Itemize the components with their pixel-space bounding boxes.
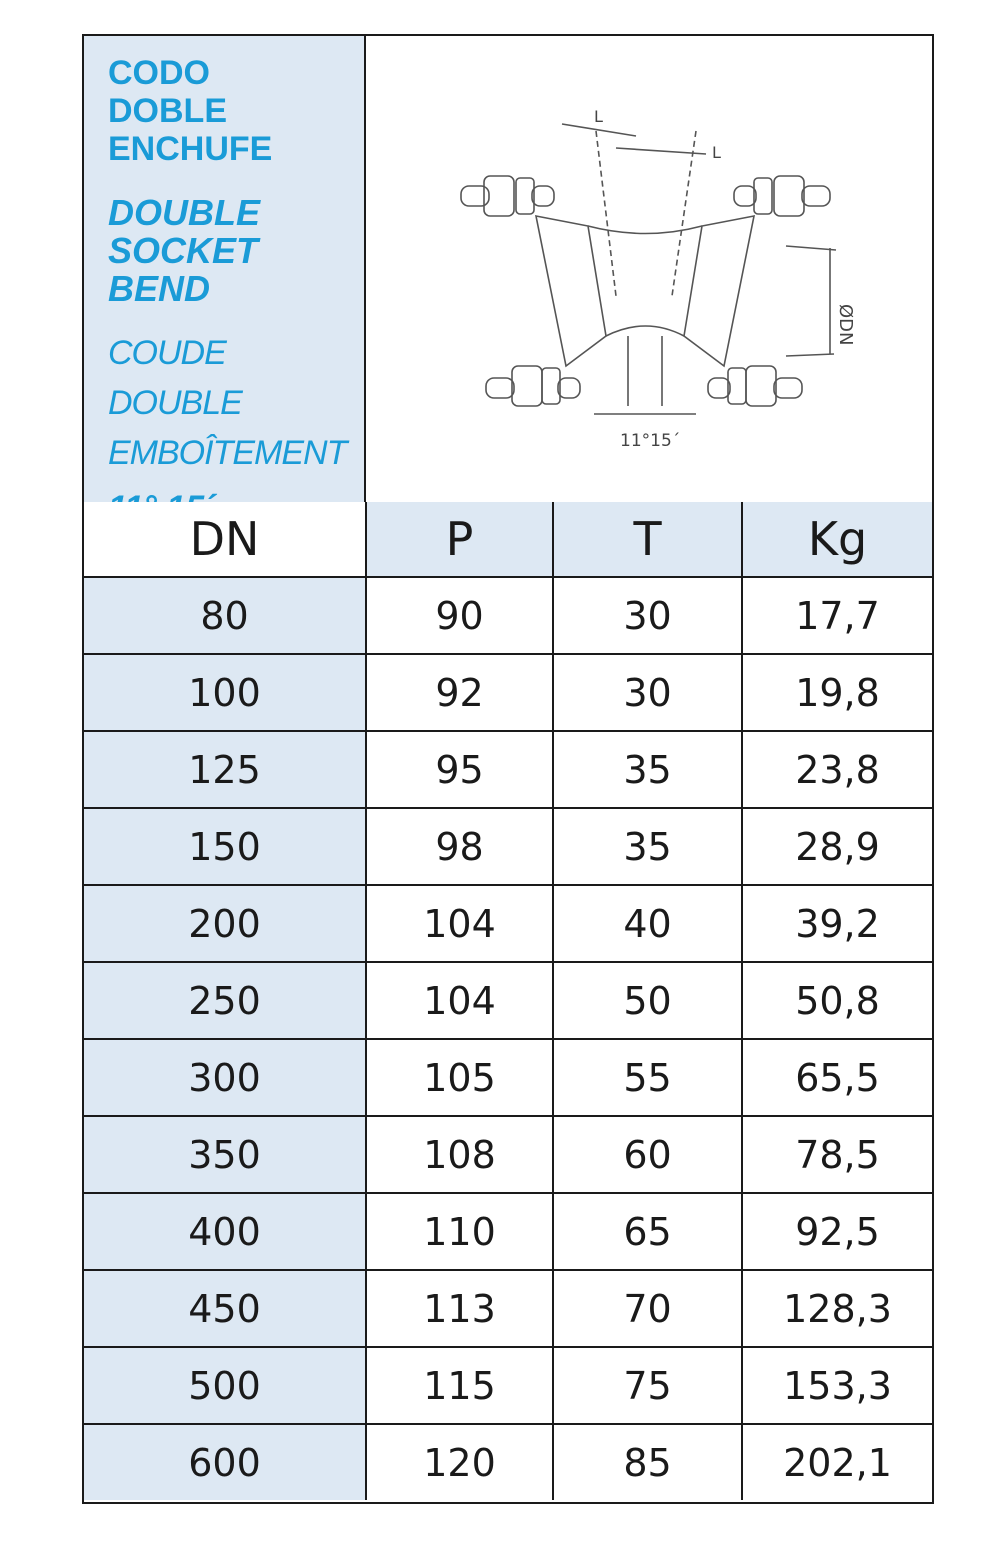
cell-dn: 125: [84, 731, 366, 808]
cell-t: 65: [553, 1193, 742, 1270]
title-en-line: BEND: [108, 268, 211, 309]
right-top-socket: [734, 176, 830, 216]
cell-kg: 128,3: [742, 1270, 932, 1347]
cell-t: 40: [553, 885, 742, 962]
table-row: [84, 1193, 932, 1270]
cell-p: 110: [366, 1193, 553, 1270]
technical-drawing-cell: [366, 36, 932, 502]
cell-dn: 450: [84, 1270, 366, 1347]
cell-p: 115: [366, 1347, 553, 1424]
table-header-row: [84, 502, 932, 577]
cell-kg: 39,2: [742, 885, 932, 962]
cell-t: 30: [553, 654, 742, 731]
cell-dn: 300: [84, 1039, 366, 1116]
cell-t: 75: [553, 1347, 742, 1424]
left-barrel: [536, 216, 606, 366]
cell-p: 92: [366, 654, 553, 731]
title-en-line: SOCKET: [108, 230, 259, 271]
bend-body: [588, 226, 702, 336]
cell-t: 35: [553, 808, 742, 885]
label-l-right: L: [712, 143, 721, 162]
cell-p: 108: [366, 1116, 553, 1193]
cell-t: 60: [553, 1116, 742, 1193]
cell-t: 50: [553, 962, 742, 1039]
cell-kg: 50,8: [742, 962, 932, 1039]
cell-kg: 17,7: [742, 577, 932, 654]
cell-dn: 150: [84, 808, 366, 885]
cell-kg: 92,5: [742, 1193, 932, 1270]
cell-t: 30: [553, 577, 742, 654]
cell-dn: 100: [84, 654, 366, 731]
dimensions-table: [84, 502, 932, 1500]
cell-dn: 80: [84, 577, 366, 654]
title-es-line: CODO: [108, 54, 210, 92]
table-row: [84, 1270, 932, 1347]
cell-kg: 23,8: [742, 731, 932, 808]
title-fr-line: EMBOÎTEMENT: [108, 434, 347, 472]
left-bottom-socket: [486, 366, 580, 406]
cell-kg: 202,1: [742, 1424, 932, 1500]
table-row: [84, 1424, 932, 1500]
cell-kg: 153,3: [742, 1347, 932, 1424]
left-top-socket: [461, 176, 554, 216]
title-es-line: DOBLE: [108, 92, 227, 130]
table-row: [84, 885, 932, 962]
title-fr-line: COUDE DOUBLE: [108, 334, 242, 422]
title-block: [84, 36, 366, 502]
label-l-top: L: [594, 107, 603, 126]
cell-dn: 350: [84, 1116, 366, 1193]
cell-p: 104: [366, 962, 553, 1039]
header-row: [84, 36, 932, 504]
cell-dn: 600: [84, 1424, 366, 1500]
header-t: T: [553, 502, 742, 577]
cell-t: 85: [553, 1424, 742, 1500]
cell-t: 70: [553, 1270, 742, 1347]
cell-dn: 200: [84, 885, 366, 962]
right-bottom-socket: [708, 366, 802, 406]
table-row: [84, 654, 932, 731]
cell-p: 120: [366, 1424, 553, 1500]
cell-p: 105: [366, 1039, 553, 1116]
cell-p: 95: [366, 731, 553, 808]
title-spanish: [108, 54, 364, 168]
cell-kg: 78,5: [742, 1116, 932, 1193]
title-en-line: DOUBLE: [108, 192, 260, 233]
header-kg: Kg: [742, 502, 932, 577]
cell-dn: 400: [84, 1193, 366, 1270]
table-row: [84, 1347, 932, 1424]
cell-dn: 250: [84, 962, 366, 1039]
title-english: [108, 194, 364, 308]
title-es-line: ENCHUFE: [108, 130, 273, 168]
table-row: [84, 1039, 932, 1116]
label-angle: 11°15´: [620, 431, 681, 451]
table-row: [84, 962, 932, 1039]
right-barrel: [684, 216, 754, 366]
cell-p: 113: [366, 1270, 553, 1347]
table-row: [84, 731, 932, 808]
table-row: [84, 808, 932, 885]
label-dn: ØDN: [835, 304, 856, 346]
title-french: [108, 328, 364, 478]
cell-p: 98: [366, 808, 553, 885]
cell-t: 55: [553, 1039, 742, 1116]
cell-p: 104: [366, 885, 553, 962]
header-dn: DN: [84, 502, 366, 577]
double-socket-bend-drawing: [366, 36, 932, 502]
table-row: [84, 1116, 932, 1193]
cell-kg: 28,9: [742, 808, 932, 885]
cell-dn: 500: [84, 1347, 366, 1424]
header-p: P: [366, 502, 553, 577]
cell-kg: 19,8: [742, 654, 932, 731]
table-row: [84, 577, 932, 654]
cell-kg: 65,5: [742, 1039, 932, 1116]
cell-t: 35: [553, 731, 742, 808]
product-sheet: [82, 34, 934, 1504]
cell-p: 90: [366, 577, 553, 654]
